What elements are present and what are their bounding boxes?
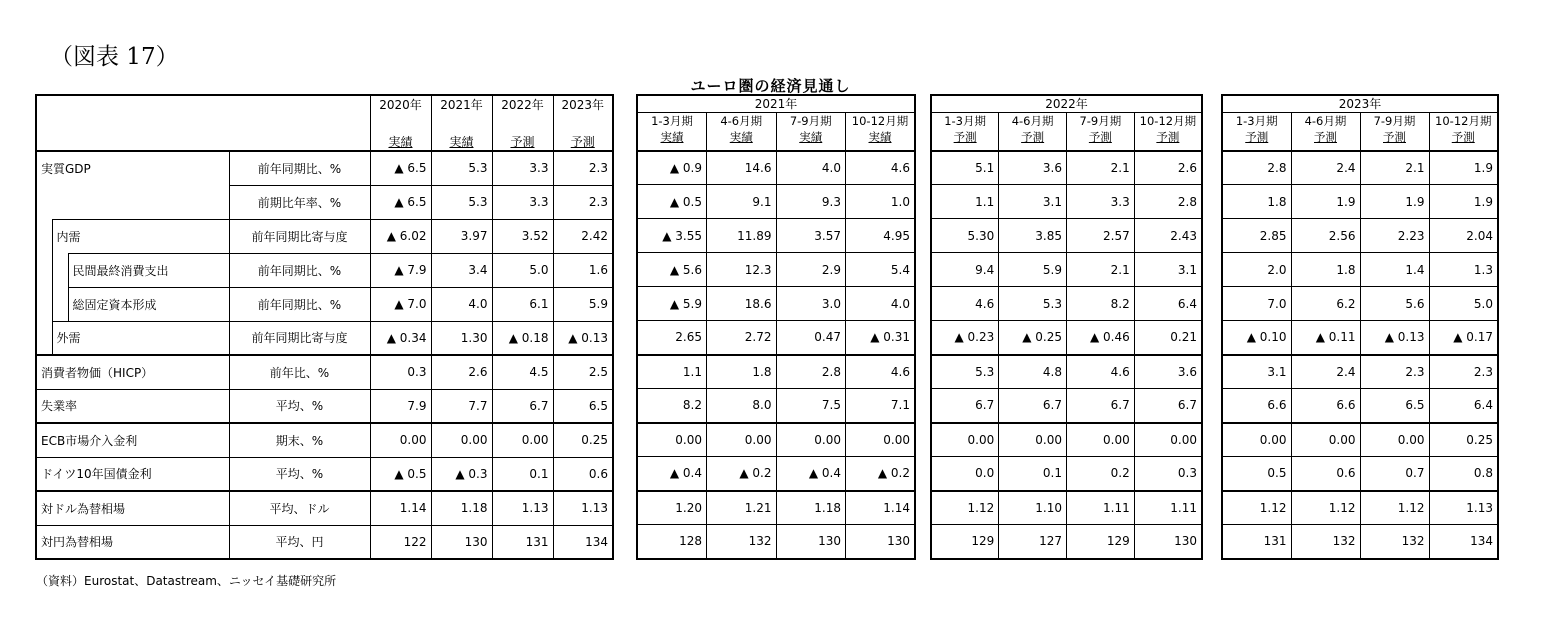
quarterly-table-2023 [1221,94,1499,560]
value-cell: 3.57 [776,219,846,253]
value-cell: 9.4 [931,253,999,287]
value-cell: 1.13 [492,491,553,525]
value-cell: 132 [1360,525,1429,559]
value-cell: 1.13 [1429,491,1498,525]
row-label: 内需 [52,219,229,253]
value-cell: 0.6 [553,457,613,491]
value-cell: 0.00 [846,423,916,457]
quarter-block-year: 2023年 [1222,95,1498,113]
quarter-status: 予測 [1383,130,1406,144]
value-cell: ▲ 0.25 [999,321,1067,355]
value-cell: ▲ 0.31 [846,321,916,355]
value-cell: 134 [553,525,613,559]
quarter-header: 7-9月期 [1373,114,1416,128]
value-cell: 2.72 [707,321,777,355]
row-label: 外需 [52,321,229,355]
value-cell: ▲ 0.23 [931,321,999,355]
value-cell: 0.8 [1429,457,1498,491]
value-cell: 0.5 [1222,457,1291,491]
value-cell: 1.18 [431,491,492,525]
value-cell: 0.00 [999,423,1067,457]
value-cell: 1.12 [1222,491,1291,525]
value-cell: 7.1 [846,389,916,423]
value-cell: 2.1 [1360,151,1429,185]
value-cell: 6.4 [1429,389,1498,423]
value-cell: 2.1 [1067,253,1135,287]
quarter-header: 4-6月期 [1011,114,1054,128]
value-cell: 130 [776,525,846,559]
value-cell: ▲ 0.13 [1360,321,1429,355]
value-cell: 8.2 [637,389,707,423]
value-cell: 0.2 [1067,457,1135,491]
value-cell: 6.7 [1067,389,1135,423]
value-cell: 1.11 [1134,491,1202,525]
value-cell: 1.12 [1360,491,1429,525]
value-cell: 0.47 [776,321,846,355]
value-cell: 6.6 [1222,389,1291,423]
value-cell: 1.30 [431,321,492,355]
value-cell: 5.4 [846,253,916,287]
value-cell: 1.8 [707,355,777,389]
value-cell: 0.00 [1222,423,1291,457]
value-cell: 129 [1067,525,1135,559]
value-cell: 3.4 [431,253,492,287]
value-cell: 2.3 [553,151,613,185]
quarter-status: 予測 [1021,130,1045,144]
value-cell: 6.1 [492,287,553,321]
value-cell: 1.21 [707,491,777,525]
row-unit: 平均、% [229,389,370,423]
table-title: ユーロ圏の経済見通し [690,77,851,95]
value-cell: 12.3 [707,253,777,287]
value-cell: 127 [999,525,1067,559]
annual-status: 予測 [510,135,535,149]
row-unit: 平均、% [229,457,370,491]
value-cell: 0.7 [1360,457,1429,491]
value-cell: 7.7 [431,389,492,423]
value-cell: 0.00 [431,423,492,457]
value-cell: 0.00 [1134,423,1202,457]
value-cell: 5.6 [1360,287,1429,321]
value-cell: 5.0 [492,253,553,287]
value-cell: 4.0 [431,287,492,321]
value-cell: ▲ 0.17 [1429,321,1498,355]
value-cell: 5.9 [553,287,613,321]
value-cell: 5.30 [931,219,999,253]
value-cell: ▲ 6.02 [370,219,431,253]
value-cell: 0.3 [370,355,431,389]
value-cell: 4.6 [846,151,916,185]
quarterly-table-2022 [930,94,1203,560]
value-cell: 1.12 [931,491,999,525]
value-cell: ▲ 0.4 [637,457,707,491]
quarter-block-year: 2021年 [637,95,915,113]
value-cell: ▲ 0.5 [370,457,431,491]
value-cell: 2.1 [1067,151,1135,185]
value-cell: 3.6 [1134,355,1202,389]
value-cell: ▲ 0.34 [370,321,431,355]
value-cell: ▲ 7.9 [370,253,431,287]
row-unit: 平均、円 [229,525,370,559]
value-cell: 2.4 [1291,355,1360,389]
quarter-block-year: 2022年 [931,95,1202,113]
value-cell: 5.3 [931,355,999,389]
value-cell: 9.3 [776,185,846,219]
value-cell: 1.12 [1291,491,1360,525]
annual-year-header: 2022年 [492,95,553,113]
quarter-header: 10-12月期 [1139,114,1197,128]
annual-status: 実績 [449,135,474,149]
value-cell: 2.0 [1222,253,1291,287]
value-cell: ▲ 0.10 [1222,321,1291,355]
value-cell: 2.85 [1222,219,1291,253]
value-cell: 1.0 [846,185,916,219]
value-cell: 2.3 [1360,355,1429,389]
value-cell: 6.7 [1134,389,1202,423]
quarter-header: 1-3月期 [651,114,693,128]
row-label: 民間最終消費支出 [68,253,229,287]
value-cell: 128 [637,525,707,559]
value-cell: 131 [1222,525,1291,559]
value-cell: 1.13 [553,491,613,525]
value-cell: 3.1 [1134,253,1202,287]
value-cell: 1.9 [1360,185,1429,219]
row-unit: 前年比、% [229,355,370,389]
value-cell: ▲ 3.55 [637,219,707,253]
value-cell: 0.00 [776,423,846,457]
annual-table [35,94,614,560]
row-label: 実質GDP [36,151,229,185]
value-cell: 3.97 [431,219,492,253]
value-cell: 11.89 [707,219,777,253]
value-cell: 7.5 [776,389,846,423]
value-cell: 130 [846,525,916,559]
value-cell: 1.20 [637,491,707,525]
value-cell: 131 [492,525,553,559]
row-label: 消費者物価（HICP） [36,355,229,389]
value-cell: 122 [370,525,431,559]
quarter-header: 7-9月期 [789,114,832,128]
row-label: 失業率 [36,389,229,423]
value-cell: 129 [931,525,999,559]
value-cell: ▲ 0.18 [492,321,553,355]
value-cell: ▲ 0.5 [637,185,707,219]
value-cell: 2.8 [1134,185,1202,219]
quarter-status: 予測 [1451,130,1475,144]
value-cell: 2.42 [553,219,613,253]
value-cell: 1.9 [1429,151,1498,185]
value-cell: 6.6 [1291,389,1360,423]
value-cell: 0.1 [492,457,553,491]
value-cell: 0.25 [1429,423,1498,457]
value-cell: 0.00 [1067,423,1135,457]
value-cell: ▲ 0.4 [776,457,846,491]
value-cell: 6.2 [1291,287,1360,321]
value-cell: 0.25 [553,423,613,457]
value-cell: 4.0 [846,287,916,321]
row-unit: 期末、% [229,423,370,457]
value-cell: 4.6 [1067,355,1135,389]
source-note: （資料）Eurostat、Datastream、ニッセイ基礎研究所 [36,574,337,588]
value-cell: 14.6 [707,151,777,185]
value-cell: ▲ 7.0 [370,287,431,321]
value-cell: ▲ 6.5 [370,151,431,185]
row-unit: 前年同期比、% [229,151,370,185]
value-cell: 2.8 [776,355,846,389]
value-cell: 1.3 [1429,253,1498,287]
row-unit: 前期比年率、% [229,185,370,219]
value-cell: 4.6 [931,287,999,321]
value-cell: ▲ 0.46 [1067,321,1135,355]
value-cell: 4.6 [846,355,916,389]
value-cell: 4.8 [999,355,1067,389]
row-label: ECB市場介入金利 [36,423,229,457]
value-cell: 130 [1134,525,1202,559]
row-label: ドイツ10年国債金利 [36,457,229,491]
value-cell: 0.00 [707,423,777,457]
quarter-header: 10-12月期 [851,114,909,128]
annual-year-header: 2023年 [553,95,613,113]
value-cell: ▲ 5.6 [637,253,707,287]
value-cell: 2.65 [637,321,707,355]
value-cell: 0.3 [1134,457,1202,491]
value-cell: 3.3 [492,185,553,219]
value-cell: 8.0 [707,389,777,423]
quarterly-table-2021 [636,94,916,560]
value-cell: 0.00 [637,423,707,457]
quarter-status: 実績 [868,130,892,144]
quarter-status: 予測 [1245,130,1269,144]
value-cell: ▲ 0.2 [707,457,777,491]
row-unit: 前年同期比、% [229,253,370,287]
row-unit: 前年同期比寄与度 [229,321,370,355]
value-cell: 2.9 [776,253,846,287]
value-cell: ▲ 0.3 [431,457,492,491]
value-cell: 4.95 [846,219,916,253]
value-cell: 6.7 [931,389,999,423]
annual-status: 実績 [388,135,413,149]
quarter-header: 10-12月期 [1435,114,1492,128]
value-cell: 4.5 [492,355,553,389]
row-label: 対円為替相場 [36,525,229,559]
value-cell: 1.9 [1429,185,1498,219]
value-cell: 1.8 [1291,253,1360,287]
value-cell: ▲ 0.2 [846,457,916,491]
value-cell: 3.52 [492,219,553,253]
value-cell: ▲ 0.9 [637,151,707,185]
value-cell: ▲ 0.11 [1291,321,1360,355]
quarter-header: 1-3月期 [1235,114,1278,128]
value-cell: 1.18 [776,491,846,525]
value-cell: 0.6 [1291,457,1360,491]
quarter-status: 実績 [729,130,753,144]
value-cell: 5.3 [999,287,1067,321]
quarter-status: 実績 [660,130,684,144]
value-cell: 2.8 [1222,151,1291,185]
value-cell: 2.3 [553,185,613,219]
value-cell: 5.3 [431,151,492,185]
value-cell: 3.3 [492,151,553,185]
value-cell: 7.0 [1222,287,1291,321]
value-cell: 1.9 [1291,185,1360,219]
annual-status: 予測 [570,135,595,149]
value-cell: 2.3 [1429,355,1498,389]
quarter-header: 1-3月期 [944,114,987,128]
value-cell: 3.6 [999,151,1067,185]
row-label: 総固定資本形成 [68,287,229,321]
value-cell: 1.6 [553,253,613,287]
value-cell: 2.6 [431,355,492,389]
value-cell: ▲ 6.5 [370,185,431,219]
value-cell: 9.1 [707,185,777,219]
value-cell: 2.5 [553,355,613,389]
value-cell: 0.1 [999,457,1067,491]
value-cell: 1.4 [1360,253,1429,287]
value-cell: 7.9 [370,389,431,423]
value-cell: 6.7 [492,389,553,423]
row-unit: 平均、ドル [229,491,370,525]
value-cell: 5.1 [931,151,999,185]
value-cell: 4.0 [776,151,846,185]
value-cell: 6.5 [553,389,613,423]
value-cell: 5.9 [999,253,1067,287]
value-cell: 6.7 [999,389,1067,423]
value-cell: 3.0 [776,287,846,321]
value-cell: 0.00 [1291,423,1360,457]
value-cell: 130 [431,525,492,559]
value-cell: 2.4 [1291,151,1360,185]
value-cell: 0.00 [931,423,999,457]
value-cell: 8.2 [1067,287,1135,321]
quarter-status: 予測 [1088,130,1112,144]
value-cell: ▲ 5.9 [637,287,707,321]
row-label [36,185,229,219]
annual-year-header: 2020年 [370,95,431,113]
value-cell: 1.8 [1222,185,1291,219]
quarter-status: 予測 [1156,130,1180,144]
value-cell: 0.00 [492,423,553,457]
value-cell: 132 [707,525,777,559]
value-cell: 0.21 [1134,321,1202,355]
value-cell: 0.0 [931,457,999,491]
value-cell: 1.14 [846,491,916,525]
value-cell: 5.3 [431,185,492,219]
value-cell: 2.56 [1291,219,1360,253]
annual-year-header: 2021年 [431,95,492,113]
value-cell: 1.1 [637,355,707,389]
value-cell: 0.00 [1360,423,1429,457]
value-cell: 3.85 [999,219,1067,253]
row-unit: 前年同期比寄与度 [229,219,370,253]
value-cell: 134 [1429,525,1498,559]
quarter-status: 予測 [953,130,977,144]
figure-label: （図表 17） [50,44,179,70]
value-cell: 2.04 [1429,219,1498,253]
value-cell: 3.1 [999,185,1067,219]
row-label: 対ドル為替相場 [36,491,229,525]
value-cell: 3.1 [1222,355,1291,389]
value-cell: 6.5 [1360,389,1429,423]
row-unit: 前年同期比、% [229,287,370,321]
quarter-header: 4-6月期 [720,114,763,128]
quarter-status: 実績 [799,130,823,144]
value-cell: 2.23 [1360,219,1429,253]
quarter-header: 4-6月期 [1304,114,1347,128]
quarter-status: 予測 [1314,130,1337,144]
value-cell: 1.11 [1067,491,1135,525]
value-cell: ▲ 0.13 [553,321,613,355]
value-cell: 0.00 [370,423,431,457]
value-cell: 1.10 [999,491,1067,525]
value-cell: 2.57 [1067,219,1135,253]
value-cell: 18.6 [707,287,777,321]
value-cell: 2.43 [1134,219,1202,253]
value-cell: 6.4 [1134,287,1202,321]
value-cell: 5.0 [1429,287,1498,321]
quarter-header: 7-9月期 [1079,114,1122,128]
value-cell: 132 [1291,525,1360,559]
value-cell: 1.14 [370,491,431,525]
value-cell: 1.1 [931,185,999,219]
value-cell: 3.3 [1067,185,1135,219]
value-cell: 2.6 [1134,151,1202,185]
